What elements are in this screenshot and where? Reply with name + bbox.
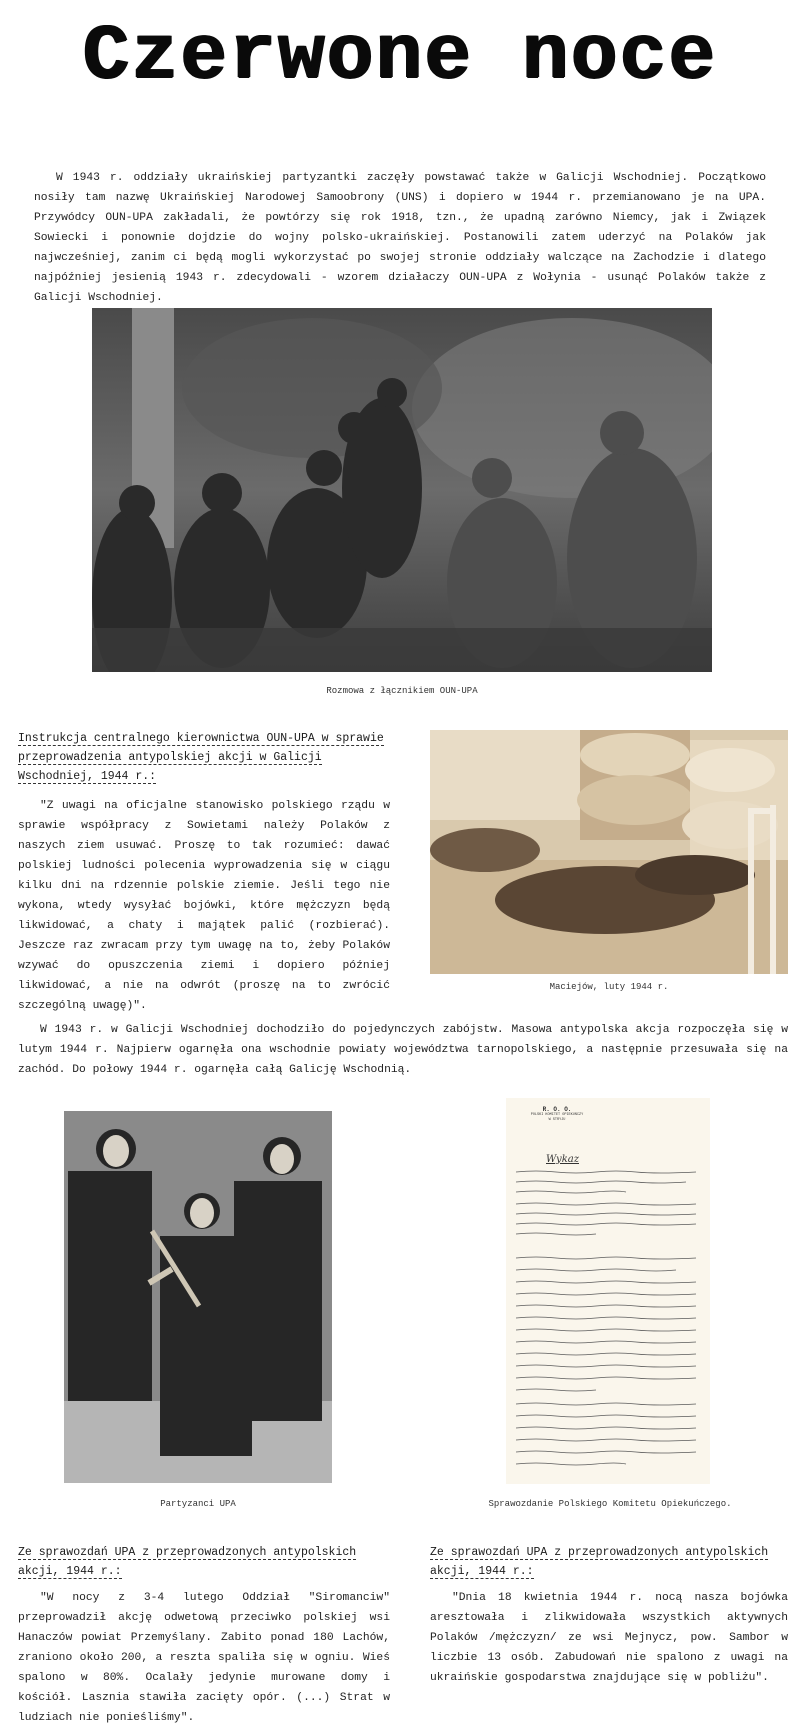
photo-caption-report: Sprawozdanie Polskiego Komitetu Opiekuńczego. (488, 1499, 732, 1509)
report-quote-2 (430, 1588, 788, 1688)
report-quote-text-2: "Dnia 18 kwietnia 1944 r. nocą nasza bojówka aresztowała i zlikwidowała wszystkich aktywnych Polaków /mężczyzn/ ze wsi Mejnycz, pow. Sambor w liczbie 13 osób. Zabudowań nie spalono z uwagi na ukraińskie gospodarstwa znajdujące się w pobliżu". (430, 1592, 788, 1684)
instruction-heading: Instrukcja centralnego kierownictwa OUN-UPA w sprawie przeprowadzenia antypolskiej akcji w Galicji Wschodniej, 1944 r.: (18, 732, 384, 783)
photo-maciejow (430, 730, 788, 974)
middle-text: W 1943 r. w Galicji Wschodniej dochodziło do pojedynczych zabójstw. Masowa antypolska akcja rozpoczęła się w lutym 1944 r. Najpierw ogarnęła ona wschodnie powiaty województwa tarnopolskiego, a następnie przesuwała się na zachód. Do połowy 1944 r. ogarnęła całą Galicję Wschodnią. (18, 1024, 788, 1076)
bed-frame (748, 810, 754, 974)
document-org: R. O. O. (542, 1106, 572, 1113)
photo-caption-forest: Rozmowa z łącznikiem OUN-UPA (326, 686, 478, 696)
document-line2: W STRYJU (548, 1118, 566, 1122)
photo-caption-maciejow: Maciejów, luty 1944 r. (549, 982, 669, 992)
instruction-quote (18, 796, 390, 1016)
document-line1: POLSKI KOMITET OPIEKUŃCZY (530, 1113, 584, 1117)
report-heading-1: Ze sprawozdań UPA z przeprowadzonych antypolskich akcji, 1944 r.: (18, 1546, 357, 1578)
photo-report-document (506, 1098, 710, 1484)
intro-text: W 1943 r. oddziały ukraińskiej partyzantki zaczęły powstawać także w Galicji Wschodniej. Początkowo nosiły tam nazwę Ukraińskiej Narodowej Samoobrony (UNS) i dopiero w 1944 r. przemianowano je na UPA. Przywódcy OUN-UPA zakładali, że powtórzy się rok 1918, tzn., że upadną zarówno Niemcy, jak i Związek Sowiecki i ponownie dojdzie do wojny polsko-ukraińskiej. Postanowili zatem uderzyć na Polaków jak najwcześniej, zanim ci będą mogli wykorzystać po swojej stronie oddziały walczące na Zachodzie i dlatego najpóźniej jesienią 1943 r. zdecydowali - wzorem działaczy OUN-UPA z Wołynia - usunąć Polaków także z Galicji Wschodniej. (34, 172, 766, 304)
document-heading: Wykaz (546, 1154, 579, 1165)
photo-upa-partisans (64, 1111, 332, 1483)
report-heading-2: Ze sprawozdań UPA z przeprowadzonych antypolskich akcji, 1944 r.: (430, 1546, 769, 1578)
intro-paragraph (34, 168, 766, 308)
page-title: Czerwone noce (82, 13, 718, 101)
report-quote-1 (18, 1588, 390, 1728)
instruction-quote-text: "Z uwagi na oficjalne stanowisko polskiego rządu w sprawie współpracy z Sowietami należy Polaków z naszych ziem usuwać. Proszę to tak rozumieć: dawać polskiej ludności polecenia wyprowadzenia się w ciągu kilku dni na rdzennie polskie ziemie. Jeśli tego nie wykona, wtedy wysyłać bojówki, które mężczyzn będą likwidować, a chaty i majątek palić (rozbierać). Jeszcze raz zwracam przy tym uwagę na to, żeby Polaków wzywać do opuszczenia ziemi i dopiero później likwidować, a nie na odwrót (proszę na to zwrócić szczególną uwagę)". (18, 800, 390, 1012)
photo-caption-partisans: Partyzanci UPA (160, 1499, 236, 1509)
handwriting-lines (516, 1171, 696, 1465)
middle-paragraph (18, 1020, 788, 1080)
photo-forest-conversation (92, 308, 712, 672)
report-quote-text-1: "W nocy z 3-4 lutego Oddział "Siromanciw" przeprowadził akcję odwetową przeciwko polskiej wsi Hanaczów powiat Przemyślany. Zabito ponad 180 Lachów, zraniono około 200, a reszta spaliła się w ogniu. Wieś spalono w 80%. Ocalały jedynie murowane domy i kościół. Lasznia stawiła zacięty opór. (...) Strat w ludziach nie ponieśliśmy". (18, 1592, 390, 1724)
